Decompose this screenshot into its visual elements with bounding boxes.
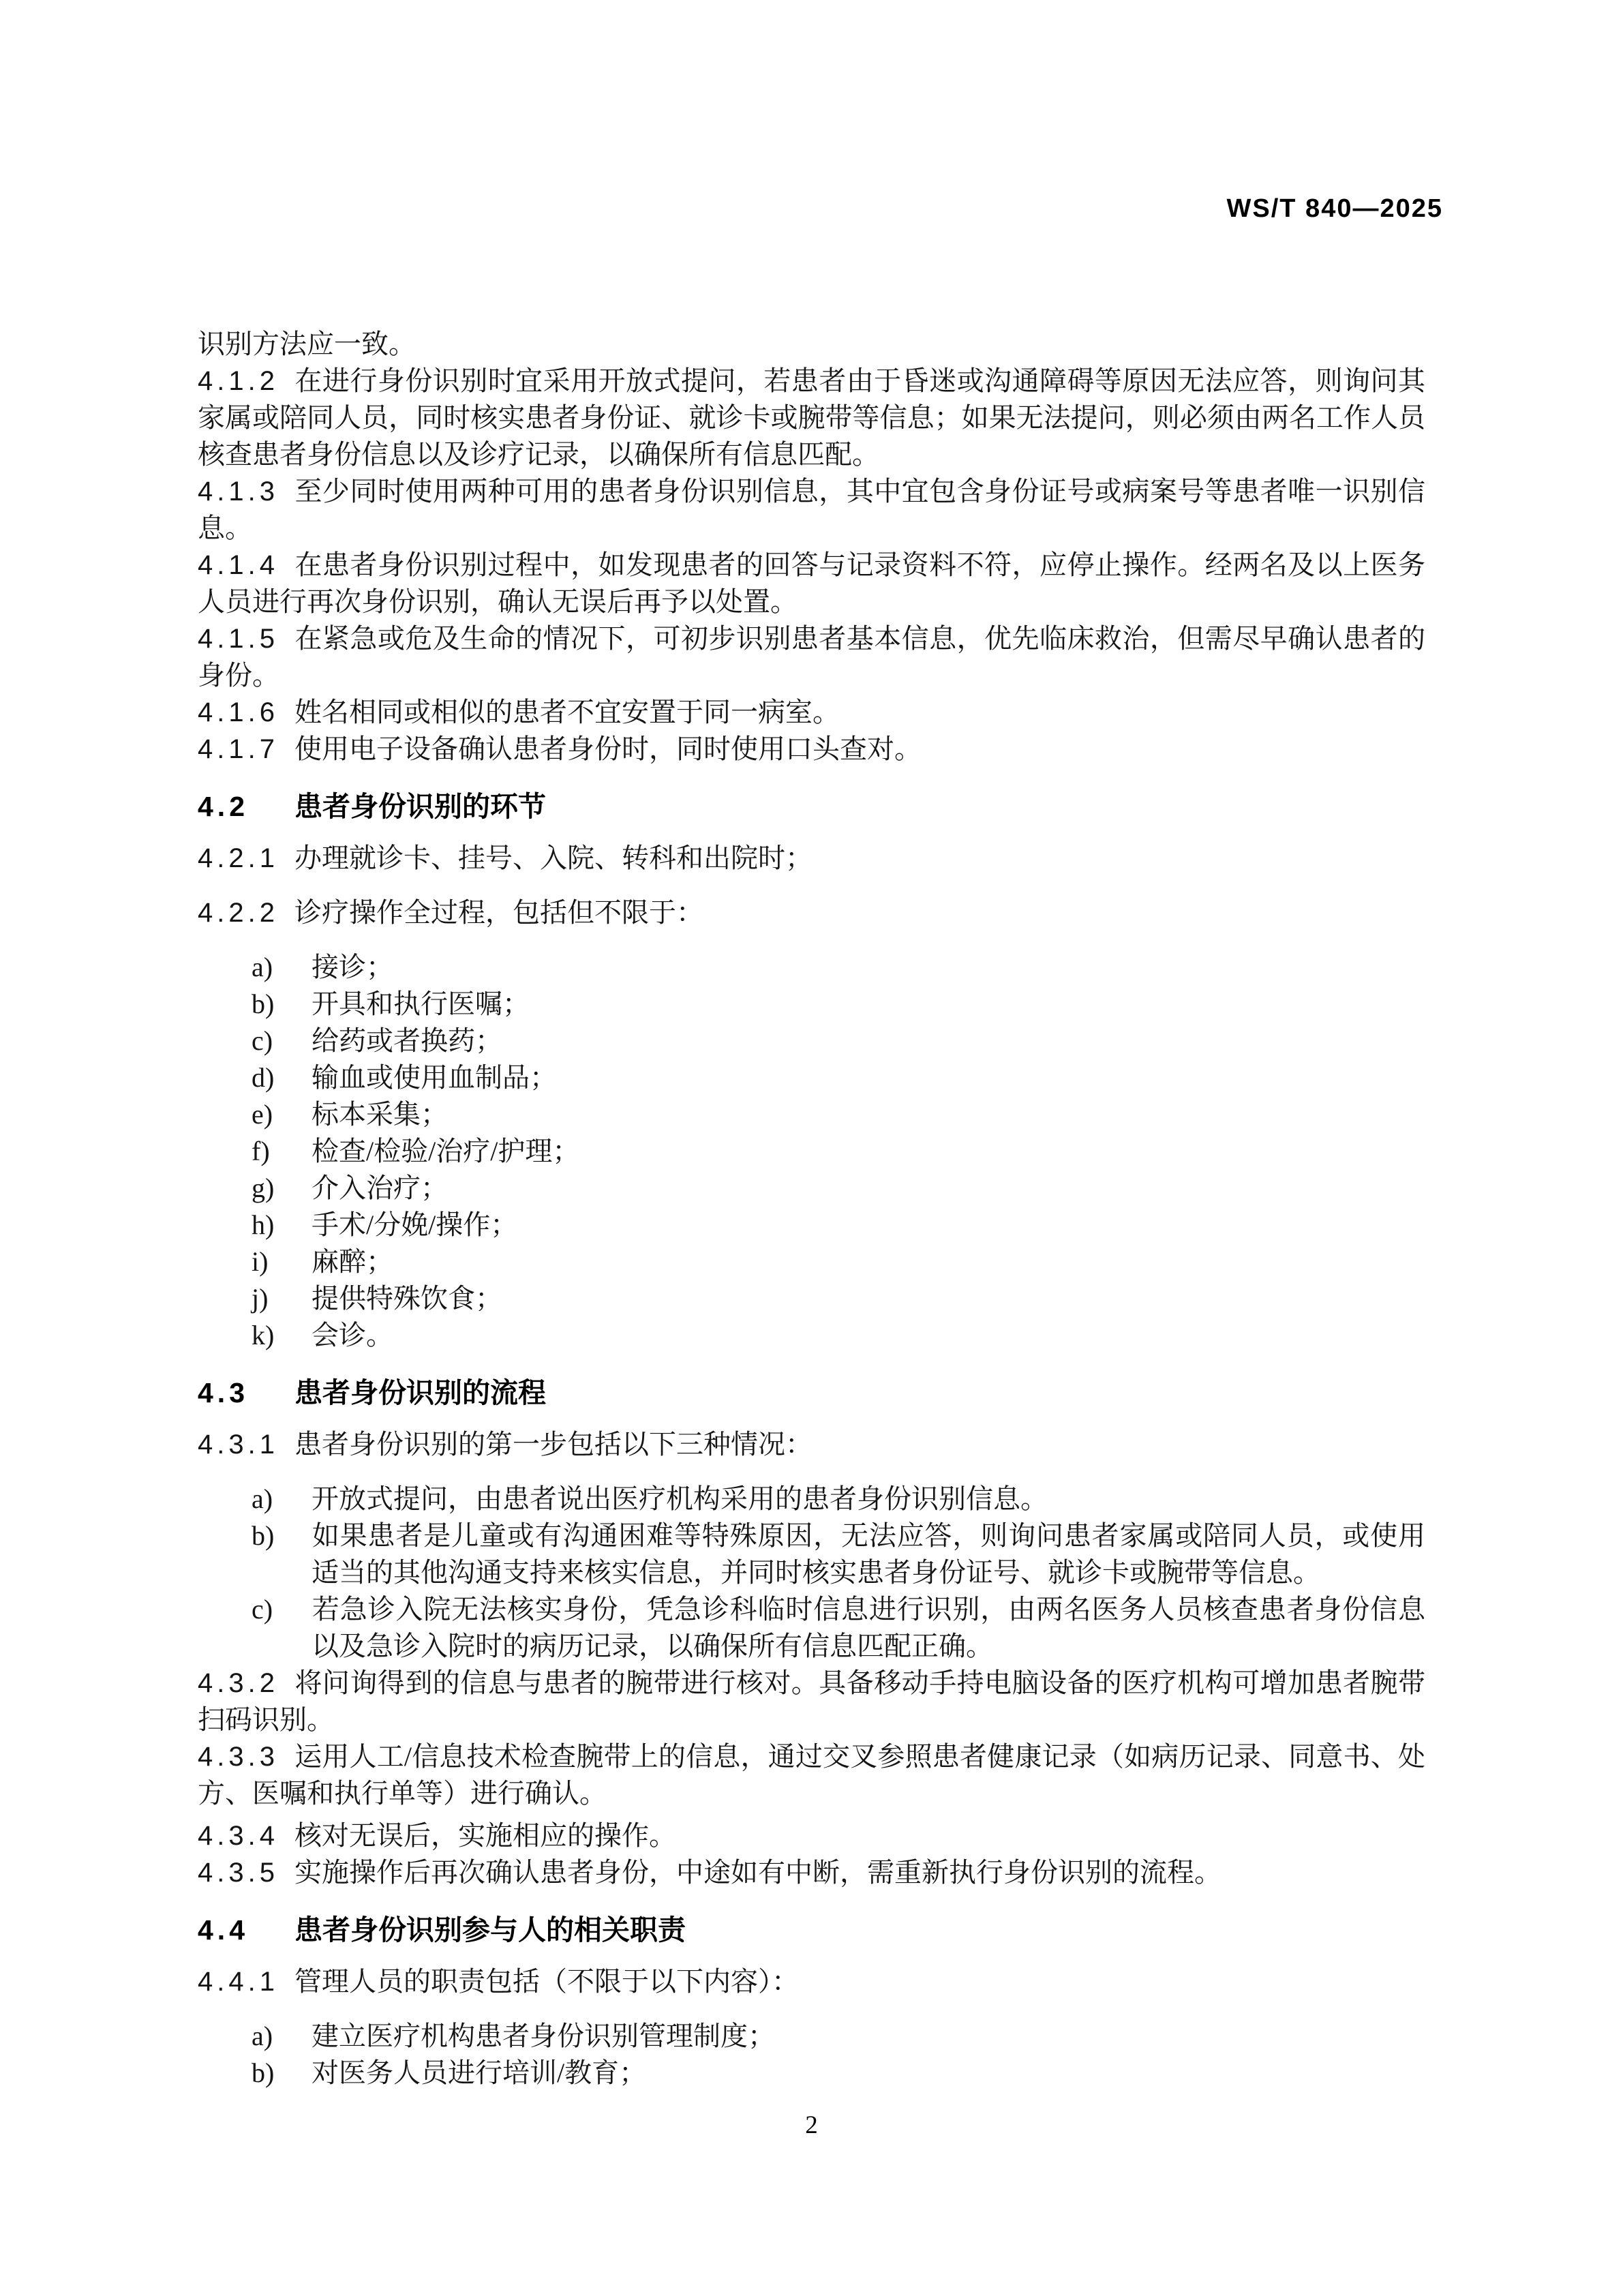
document-body [198, 326, 1425, 2091]
clause-4-1-4 [198, 547, 1425, 620]
list-item [198, 1096, 1425, 1133]
list-item [198, 2018, 1425, 2055]
list-item [198, 1243, 1425, 1280]
list-item-text: 如果患者是儿童或有沟通困难等特殊原因，无法应答，则询问患者家属或陪同人员，或使用适当的其他沟通支持来核实信息，并同时核实患者身份证号、就诊卡或腕带等信息。 [312, 1520, 1425, 1588]
heading-4-2 [198, 788, 1425, 825]
list-item-label: j) [252, 1283, 269, 1314]
list-item-label: a) [252, 1483, 273, 1514]
clause-number: 4.4.1 [198, 1967, 279, 1997]
list-item-text: 标本采集； [312, 1099, 448, 1130]
list-item-label: k) [252, 1320, 275, 1350]
list-item-text: 麻醉； [312, 1246, 393, 1277]
clause-text: 实施操作后再次确认患者身份，中途如有中断，需重新执行身份识别的流程。 [294, 1857, 1222, 1888]
clause-number: 4.3.2 [198, 1668, 279, 1698]
list-item-label: b) [252, 1520, 275, 1551]
clause-text: 使用电子设备确认患者身份时，同时使用口头查对。 [294, 734, 922, 764]
list-4-2-2 [198, 949, 1425, 1354]
clause-4-4-1 [198, 1963, 1425, 2000]
clause-4-3-5 [198, 1854, 1425, 1891]
clause-text: 姓名相同或相似的患者不宜安置于同一病室。 [294, 697, 840, 727]
clause-text: 在进行身份识别时宜采用开放式提问，若患者由于昏迷或沟通障碍等原因无法应答，则询问其家属或陪同人员，同时核实患者身份证、就诊卡或腕带等信息；如果无法提问，则必须由两名工作人员核查患者身份信息以及诊疗记录，以确保所有信息匹配。 [198, 365, 1425, 470]
page-number: 2 [805, 2111, 818, 2139]
clause-text: 在紧急或危及生命的情况下，可初步识别患者基本信息，优先临床救治，但需尽早确认患者的身份。 [198, 623, 1425, 691]
standard-code: WS/T 840—2025 [1226, 194, 1443, 223]
list-item [198, 986, 1425, 1023]
list-item [198, 1059, 1425, 1096]
list-item [198, 1481, 1425, 1517]
clause-number: 4.2.1 [198, 843, 279, 873]
list-item [198, 1591, 1425, 1665]
list-item-text: 建立医疗机构患者身份识别管理制度； [312, 2021, 775, 2051]
clause-number: 4.3.3 [198, 1742, 279, 1772]
heading-title: 患者身份识别的环节 [294, 791, 546, 822]
list-item-label: b) [252, 2057, 275, 2088]
clause-number: 4.1.4 [198, 550, 279, 580]
list-item-text: 给药或者换药； [312, 1025, 502, 1056]
list-item-label: a) [252, 952, 273, 982]
clause-4-3-1 [198, 1426, 1425, 1463]
page-header [1227, 194, 1443, 224]
clause-number: 4.3.4 [198, 1821, 279, 1851]
clause-text: 办理就诊卡、挂号、入院、转科和出院时； [294, 843, 813, 873]
list-item-label: i) [252, 1246, 269, 1277]
list-item-text: 接诊； [312, 952, 393, 982]
clause-4-1-3 [198, 473, 1425, 547]
clause-4-1-6 [198, 694, 1425, 731]
heading-title: 患者身份识别参与人的相关职责 [294, 1914, 686, 1946]
clause-number: 4.3.1 [198, 1430, 279, 1460]
list-item-label: g) [252, 1173, 275, 1203]
list-item-label: h) [252, 1209, 275, 1240]
clause-4-3-4 [198, 1817, 1425, 1854]
list-item-text: 开放式提问，由患者说出医疗机构采用的患者身份识别信息。 [312, 1483, 1048, 1514]
list-item [198, 1023, 1425, 1059]
clause-number: 4.1.6 [198, 697, 279, 727]
list-item-text: 开具和执行医嘱； [312, 988, 530, 1019]
list-item-text: 对医务人员进行培训/教育； [312, 2057, 647, 2088]
list-item [198, 949, 1425, 986]
list-item [198, 1280, 1425, 1317]
list-item-text: 介入治疗； [312, 1173, 448, 1203]
list-item-label: e) [252, 1099, 273, 1130]
clause-text: 患者身份识别的第一步包括以下三种情况： [294, 1429, 813, 1460]
clause-text: 核对无误后，实施相应的操作。 [294, 1820, 676, 1851]
list-item [198, 1207, 1425, 1243]
clause-4-1-2 [198, 363, 1425, 473]
list-item [198, 1517, 1425, 1591]
clause-number: 4.1.5 [198, 624, 279, 654]
clause-number: 4.2.2 [198, 898, 279, 928]
list-item-text: 检查/检验/治疗/护理； [312, 1136, 580, 1166]
heading-4-3 [198, 1374, 1425, 1411]
page-footer [0, 2107, 1623, 2144]
paragraph-continuation: 识别方法应一致。 [198, 329, 416, 359]
list-item-text: 输血或使用血制品； [312, 1062, 557, 1093]
clause-4-1-5 [198, 620, 1425, 694]
clause-text: 至少同时使用两种可用的患者身份识别信息，其中宜包含身份证号或病案号等患者唯一识别信息。 [198, 476, 1425, 543]
clause-number: 4.1.2 [198, 366, 279, 396]
heading-title: 患者身份识别的流程 [294, 1377, 546, 1408]
list-4-4-1 [198, 2018, 1425, 2091]
list-4-3-1 [198, 1481, 1425, 1665]
list-item [198, 1317, 1425, 1354]
heading-number: 4.2 [198, 791, 249, 822]
clause-text: 在患者身份识别过程中，如发现患者的回答与记录资料不符，应停止操作。经两名及以上医务人员进行再次身份识别，确认无误后再予以处置。 [198, 549, 1425, 617]
clause-number: 4.3.5 [198, 1858, 279, 1888]
heading-number: 4.3 [198, 1377, 249, 1408]
list-item-text: 若急诊入院无法核实身份，凭急诊科临时信息进行识别，由两名医务人员核查患者身份信息以及急诊入院时的病历记录，以确保所有信息匹配正确。 [312, 1594, 1425, 1661]
clause-4-3-2 [198, 1665, 1425, 1738]
heading-number: 4.4 [198, 1914, 249, 1946]
list-item-label: c) [252, 1594, 273, 1625]
list-item [198, 1170, 1425, 1207]
clause-text: 运用人工/信息技术检查腕带上的信息，通过交叉参照患者健康记录（如病历记录、同意书、处方、医嘱和执行单等）进行确认。 [198, 1741, 1425, 1809]
clause-text: 诊疗操作全过程，包括但不限于： [294, 897, 703, 928]
list-item [198, 1133, 1425, 1170]
list-item-text: 会诊。 [312, 1320, 393, 1350]
list-item-label: f) [252, 1136, 270, 1166]
list-item-label: c) [252, 1025, 273, 1056]
clause-text: 将问询得到的信息与患者的腕带进行核对。具备移动手持电脑设备的医疗机构可增加患者腕带扫码识别。 [198, 1667, 1425, 1735]
clause-4-2-1 [198, 840, 1425, 877]
clause-4-1-7 [198, 731, 1425, 768]
list-item-label: b) [252, 988, 275, 1019]
clause-4-2-2 [198, 894, 1425, 931]
clause-text: 管理人员的职责包括（不限于以下内容）： [294, 1966, 799, 1997]
list-item-label: d) [252, 1062, 275, 1093]
list-item-text: 手术/分娩/操作； [312, 1209, 518, 1240]
clause-number: 4.1.3 [198, 477, 279, 507]
heading-4-4 [198, 1912, 1425, 1948]
clause-4-3-3 [198, 1738, 1425, 1812]
list-item-label: a) [252, 2021, 273, 2051]
list-item [198, 2055, 1425, 2091]
list-item-text: 提供特殊饮食； [312, 1283, 502, 1314]
clause-number: 4.1.7 [198, 734, 279, 764]
